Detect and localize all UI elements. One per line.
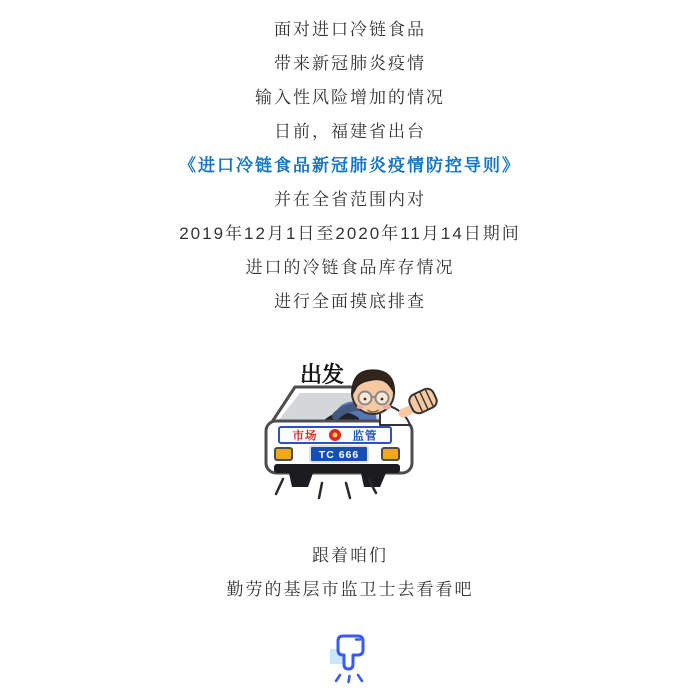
article-line: 面对进口冷链食品 [274, 20, 426, 39]
banner-right-label: 监管 [352, 430, 378, 443]
license-plate [310, 446, 368, 462]
closing-line: 勤劳的基层市监卫士去看看吧 [226, 580, 474, 599]
car-front [266, 421, 412, 487]
article-line: 带来新冠肺炎疫情 [274, 54, 426, 73]
closing-text [0, 539, 700, 607]
banner-left-label: 市场 [292, 430, 318, 443]
article-line: 并在全省范围内对 [274, 190, 426, 209]
guideline-title-line: 《进口冷链食品新冠肺炎疫情防控导则》 [179, 156, 521, 175]
wheel-right [361, 473, 386, 487]
depart-car-sticker-wrap [0, 355, 700, 507]
point-down-icon-wrap [0, 629, 700, 685]
article-line: 进口的冷链食品库存情况 [245, 258, 455, 277]
car-bumper [274, 464, 400, 473]
article-line: 日前，福建省出台 [274, 122, 426, 141]
article-line: 进行全面摸底排查 [274, 292, 426, 311]
depart-label: 出发 [299, 362, 345, 387]
headlight-right [382, 448, 399, 460]
article-line: 输入性风险增加的情况 [255, 88, 445, 107]
market-supervision-emblem [329, 429, 341, 441]
point-down-hand-icon [318, 629, 382, 685]
wheel-left [289, 473, 313, 487]
license-plate-number: TC 666 [318, 449, 360, 461]
headlight-left [275, 448, 292, 460]
emphasis-dashes [336, 675, 362, 682]
depart-car-sticker-image [259, 355, 441, 507]
closing-line: 跟着咱们 [312, 546, 388, 565]
article-body [0, 0, 700, 319]
driver-head [352, 370, 395, 414]
article-line: 2019年12月1日至2020年11月14日期间 [179, 224, 521, 243]
hand-outline [338, 636, 363, 669]
market-supervision-banner [279, 427, 391, 443]
